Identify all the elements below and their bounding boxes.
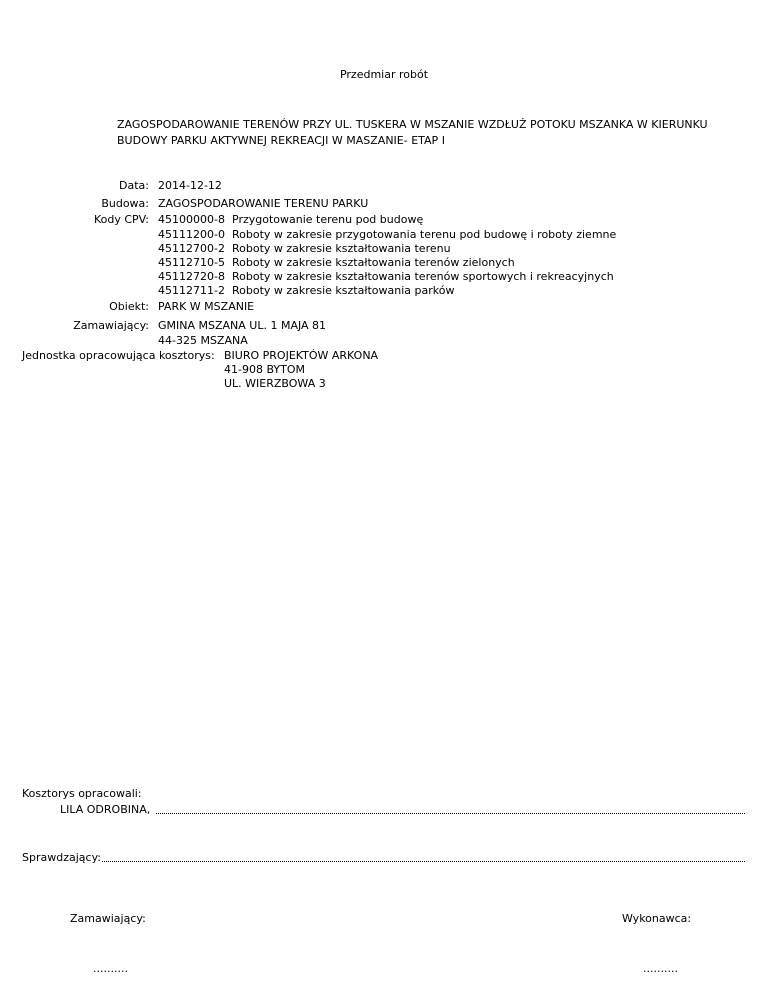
contractor-signature-label: Wykonawca: bbox=[622, 912, 692, 925]
estimator-line2: 41-908 BYTOM bbox=[224, 363, 305, 376]
client-address-line1: GMINA MSZANA UL. 1 MAJA 81 bbox=[158, 319, 327, 332]
cpv-code-row bbox=[158, 242, 451, 255]
cpv-code-row bbox=[158, 213, 423, 226]
contractor-signature-dots: .......... bbox=[643, 962, 678, 975]
construction-value: ZAGOSPODAROWANIE TERENU PARKU bbox=[158, 197, 369, 210]
estimator-line1: BIURO PROJEKTÓW ARKONA bbox=[224, 349, 379, 362]
estimator-label: Jednostka opracowująca kosztorys: bbox=[22, 349, 215, 362]
client-label: Zamawiający: bbox=[73, 319, 149, 332]
prepared-by-signature-line bbox=[156, 813, 745, 814]
cpv-description: Roboty w zakresie kształtowania parków bbox=[232, 284, 455, 297]
cpv-code: 45112700-2 bbox=[158, 242, 225, 255]
object-label: Obiekt: bbox=[109, 300, 149, 313]
object-value: PARK W MSZANIE bbox=[158, 300, 255, 313]
estimator-line3: UL. WIERZBOWA 3 bbox=[224, 377, 326, 390]
cpv-code: 45112710-5 bbox=[158, 256, 225, 269]
client-signature-dots: .......... bbox=[93, 962, 128, 975]
cpv-label: Kody CPV: bbox=[93, 213, 149, 226]
cpv-description: Roboty w zakresie przygotowania terenu pod budowę i roboty ziemne bbox=[232, 228, 617, 241]
cpv-description: Roboty w zakresie kształtowania terenów sportowych i rekreacyjnych bbox=[232, 270, 614, 283]
document-title: Przedmiar robót bbox=[339, 68, 429, 81]
client-signature-label: Zamawiający: bbox=[70, 912, 146, 925]
checked-by-label: Sprawdzający: bbox=[22, 851, 101, 864]
cpv-code-row bbox=[158, 256, 515, 269]
prepared-by-name: LILA ODROBINA, bbox=[60, 803, 151, 816]
cpv-code: 45112711-2 bbox=[158, 284, 225, 297]
cpv-code: 45112720-8 bbox=[158, 270, 225, 283]
client-address-line2: 44-325 MSZANA bbox=[158, 334, 248, 347]
project-title: ZAGOSPODAROWANIE TERENÓW PRZY UL. TUSKERA W MSZANIE WZDŁUŻ POTOKU MSZANKA W KIERUNKU BUDOWY PARKU AKTYWNEJ REKREACJI W MASZANIE- ETAP I bbox=[117, 118, 708, 147]
cpv-description: Przygotowanie terenu pod budowę bbox=[232, 213, 424, 226]
cpv-code-row bbox=[158, 228, 616, 241]
checked-by-signature-line bbox=[102, 861, 745, 862]
cpv-code: 45111200-0 bbox=[158, 228, 225, 241]
prepared-by-label: Kosztorys opracowali: bbox=[22, 787, 142, 800]
cpv-description: Roboty w zakresie kształtowania terenu bbox=[232, 242, 451, 255]
cpv-code-row bbox=[158, 284, 454, 297]
construction-label: Budowa: bbox=[101, 197, 149, 210]
cpv-description: Roboty w zakresie kształtowania terenów zielonych bbox=[232, 256, 515, 269]
cpv-code-row bbox=[158, 270, 614, 283]
date-value: 2014-12-12 bbox=[158, 179, 222, 192]
cpv-code: 45100000-8 bbox=[158, 213, 225, 226]
date-label: Data: bbox=[119, 179, 149, 192]
